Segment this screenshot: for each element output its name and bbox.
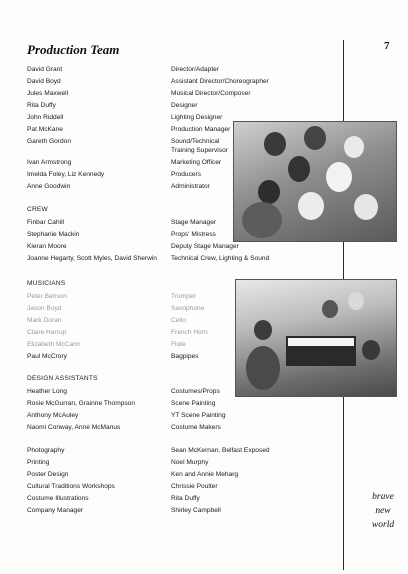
cast-masks-photo (233, 121, 397, 242)
team-role: Production Manager (171, 126, 231, 133)
team-role: Musical Director/Composer (171, 90, 251, 97)
credit-label: Cultural Traditions Workshops (27, 483, 115, 490)
musician-name: Peter Benson (27, 293, 67, 300)
team-name: Imelda Foley, Liz Kennedy (27, 171, 105, 178)
assistant-role: Costumes/Props (171, 388, 220, 395)
musician-name: Claire Harrup (27, 329, 67, 336)
page-number: 7 (384, 40, 390, 52)
musician-instrument: Bagpipes (171, 353, 199, 360)
credit-value: Chrissie Poulter (171, 483, 218, 490)
assistant-name: Heather Long (27, 388, 67, 395)
page-title: Production Team (27, 42, 120, 57)
musician-instrument: French Horn (171, 329, 208, 336)
team-name: David Boyd (27, 78, 61, 85)
musician-instrument: Cello (171, 317, 187, 324)
crew-name: Joanne Hegarty, Scott Myles, David Sherwin (27, 255, 157, 262)
crew-role: Stage Manager (171, 219, 217, 226)
team-name: Ivan Armstrong (27, 159, 72, 166)
assistant-name: Naomi Conway, Anne McManus (27, 424, 121, 431)
credit-label: Printing (27, 459, 50, 466)
crew-name: Finbar Cahill (27, 219, 65, 226)
credit-value: Noel Murphy (171, 459, 209, 466)
crew-role: Props' Mistress (171, 231, 216, 238)
crew-role: Deputy Stage Manager (171, 243, 239, 250)
musicians-photo (235, 279, 397, 397)
assistant-name: Rosie McGurran, Grainne Thompson (27, 400, 135, 407)
musician-instrument: Trumpet (171, 293, 196, 300)
team-role: Director/Adapter (171, 66, 220, 73)
team-role: Marketing Officer (171, 159, 222, 166)
team-role: Assistant Director/Choreographer (171, 78, 269, 85)
credit-value: Sean McKernan, Belfast Exposed (171, 447, 270, 454)
team-role: Producers (171, 171, 202, 178)
team-role: Lighting Designer (171, 114, 223, 121)
team-name: David Grant (27, 66, 63, 73)
section-heading-design-assistants: DESIGN ASSISTANTS (27, 375, 98, 382)
team-name: Gareth Gordon (27, 138, 71, 145)
team-name: Jules Maxwell (27, 90, 69, 97)
closing-word: new (375, 506, 391, 516)
team-name: John Riddell (27, 114, 64, 121)
team-role: Sound/Technical (171, 138, 220, 145)
team-role: Designer (171, 102, 198, 109)
assistant-role: YT Scene Painting (171, 412, 226, 419)
team-role: Training Supervisor (171, 147, 228, 154)
section-heading-musicians: MUSICIANS (27, 280, 66, 287)
musician-name: Paul McCrory (27, 353, 67, 360)
crew-name: Stephanie Mackin (27, 231, 80, 238)
musician-name: Mark Doran (27, 317, 62, 324)
credit-label: Company Manager (27, 507, 84, 514)
musician-instrument: Flute (171, 341, 186, 348)
assistant-role: Costume Makers (171, 424, 221, 431)
musician-name: Jason Boyd (27, 305, 62, 312)
team-name: Pat McKane (27, 126, 63, 133)
assistant-role: Scene Painting (171, 400, 216, 407)
credit-value: Ken and Annie Meharg (171, 471, 239, 478)
credit-value: Shirley Campbell (171, 507, 221, 514)
credit-label: Poster Design (27, 471, 69, 478)
credit-label: Costume Illustrations (27, 495, 89, 502)
crew-name: Kieran Moore (27, 243, 67, 250)
musician-instrument: Saxophone (171, 305, 205, 312)
credit-label: Photography (27, 447, 65, 454)
team-role: Administrator (171, 183, 210, 190)
team-name: Anne Goodwin (27, 183, 71, 190)
team-name: Rita Duffy (27, 102, 56, 109)
credit-value: Rita Duffy (171, 495, 200, 502)
musician-name: Elizabeth McCann (27, 341, 81, 348)
section-heading-crew: CREW (27, 206, 48, 213)
crew-role: Technical Crew, Lighting & Sound (171, 255, 270, 262)
closing-word: world (371, 520, 395, 530)
closing-word: brave (372, 492, 394, 502)
assistant-name: Anthony McAuley (27, 412, 79, 419)
